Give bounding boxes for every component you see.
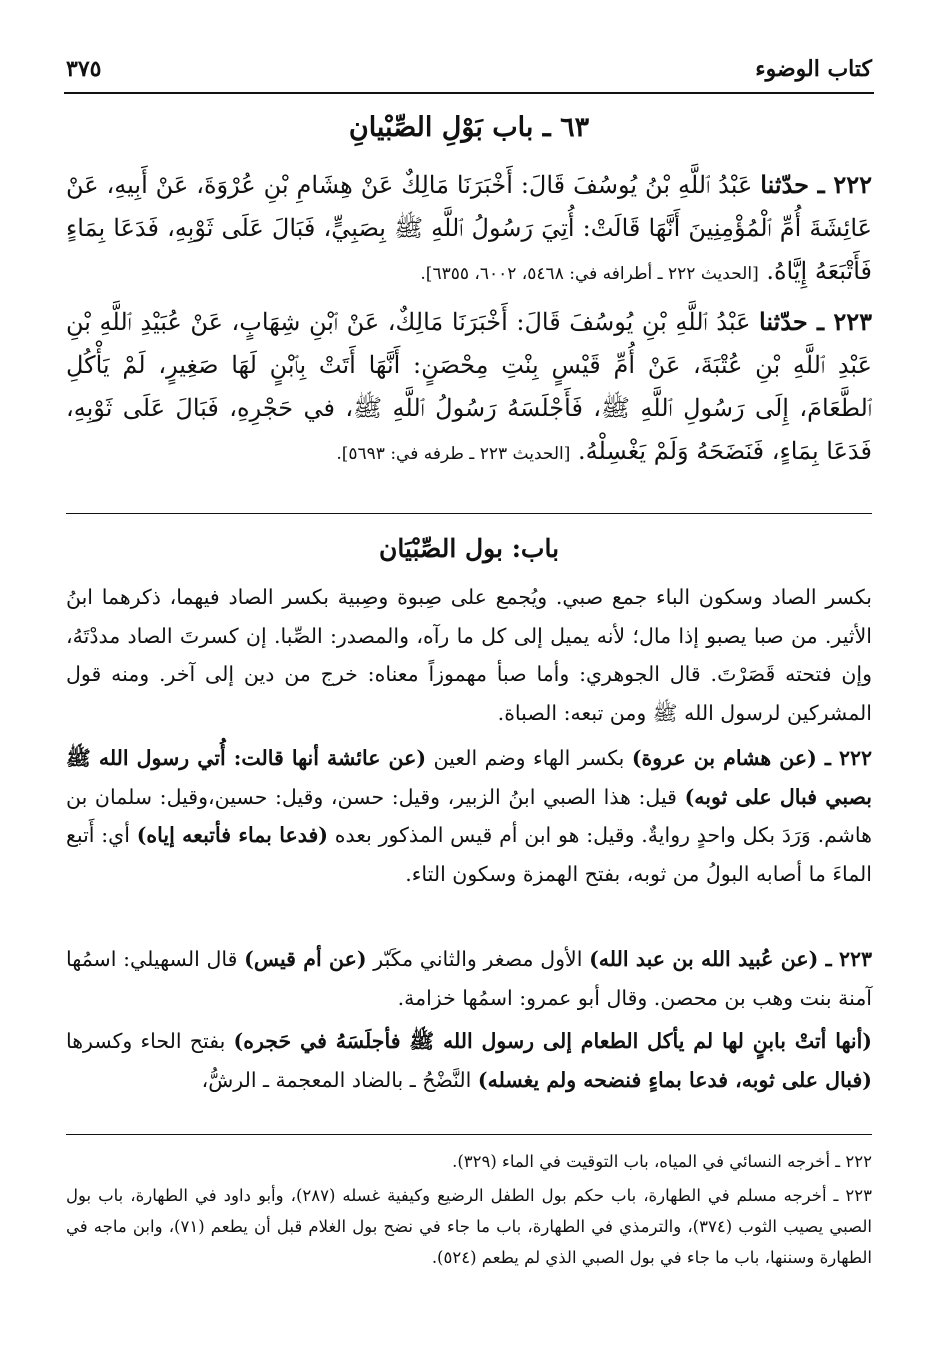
commentary-text: قيل: هذا الصبي ابنُ الزبير، وقيل: حسن، وقيل: حسين،وقيل: سلمان بن هاشم. وَرَدَ بكل واحدٍ روايةٌ. وقيل: هو ابن أم قيس المذكور بعده [66, 784, 872, 847]
bold-quote: (عن أم قيس) [244, 947, 367, 971]
commentary-paragraph-4 [66, 1022, 872, 1099]
commentary-text: قال السهيلي: اسمُها آمنة بنت وهب بن محصن. وقال أبو عمرو: اسمُها خزامة. [66, 947, 872, 1010]
hadith-reference: [الحديث ٢٢٢ ـ أطرافه في: ٥٤٦٨، ٦٠٠٢، ٦٣٥٥]. [420, 264, 759, 284]
hadith-text: عَبْدُ ٱللَّهِ بْنُ يُوسُفَ قَالَ: أَخْبَرَنَا مَالِكٌ عَنْ هِشَامِ بْنِ عُرْوَةَ، عَنْ أَبِيهِ، عَنْ عَائِشَةَ أُمِّ ٱلْمُؤْمِنِينَ أَنَّهَا قَالَتْ: أُتِيَ رَسُولُ ٱللَّهِ ﷺ بِصَبِيٍّ، فَبَالَ عَلَى ثَوْبِهِ، فَدَعَا بِمَاءٍ فَأَتْبَعَهُ إِيَّاهُ. [66, 171, 872, 285]
running-head [66, 48, 872, 88]
bold-quote: ٢٢٢ ـ (عن هشام بن عروة) [631, 746, 872, 770]
commentary-paragraph-1 [66, 578, 872, 732]
commentary-title: باب: بول الصِّبْيَان [378, 534, 560, 563]
section-divider [66, 513, 872, 514]
bold-quote: (فبال على ثوبه، فدعا بماءٍ فنضحه ولم يغسله) [477, 1067, 872, 1092]
hadith-number: ٢٢٢ ـ حدّثنا [760, 170, 872, 199]
bold-quote: ٢٢٣ ـ (عن عُبيد الله بن عبد الله) [589, 947, 872, 971]
hadith-222 [66, 163, 872, 296]
hadith-reference: [الحديث ٢٢٣ ـ طرفه في: ٥٦٩٣]. [336, 444, 571, 464]
commentary-paragraph-2 [66, 739, 872, 893]
commentary-text: الأول مصغر والثاني مكَبّر [366, 947, 590, 971]
header-rule [64, 92, 874, 94]
chapter-title: ٦٣ ـ باب بَوْلِ الصِّبْيانِ [348, 112, 590, 143]
footnote-222 [66, 1146, 872, 1177]
commentary-paragraph-3 [66, 940, 872, 1017]
commentary-text: بكسر الهاء وضم العين [426, 746, 632, 770]
page-number: ٣٧٥ [66, 56, 102, 82]
footnote-text: ٢٢٣ ـ أخرجه مسلم في الطهارة، باب حكم بول الطفل الرضيع وكيفية غسله (٢٨٧)، وأبو داود في الطهارة، باب بول الصبي يصيب الثوب (٣٧٤)، والترمذي في الطهارة، باب ما جاء في نضح بول الغلام قبل أن يطعم (٧١)، وابن ماجه في الطهارة وسننها، باب ما جاء في بول الصبي الذي لم يطعم (٥٢٤). [66, 1186, 873, 1267]
hadith-text: عَبْدُ ٱللَّهِ بْنِ يُوسُفَ قَالَ: أَخْبَرَنَا مَالِكٌ، عَنْ ٱبْنِ شِهَابٍ، عَنْ عُبَيْدِ ٱللَّهِ بْنِ عَبْدِ ٱللَّهِ بْنِ عُتْبَةَ، عَنْ أُمِّ قَيْسٍ بِنْتِ مِحْصَنٍ: أَنَّهَا أَتَتْ بِٱبْنٍ لَهَا صَغِيرٍ، لَمْ يَأْكُلِ ٱلطَّعَامَ، إِلَى رَسُولِ ٱللَّهِ ﷺ، فَأَجْلَسَهُ رَسُولُ ٱللَّهِ ﷺ، في حَجْرِهِ، فَبَالَ عَلَى ثَوْبِهِ، فَدَعَا بِمَاءٍ، فَنَضَحَهُ وَلَمْ يَغْسِلْهُ. [66, 308, 872, 465]
footnote-text: ٢٢٢ ـ أخرجه النسائي في المياه، باب التوقيت في الماء (٣٢٩). [452, 1152, 872, 1171]
commentary-text: النَّضْحُ ـ بالضاد المعجمة ـ الرشُّ، [201, 1067, 478, 1092]
bold-quote: (عن عائشة أنها قالت: أُتي رسول الله ﷺ بصبي فبال على ثوبه) [66, 746, 872, 809]
hadith-number: ٢٢٣ ـ حدّثنا [759, 307, 872, 336]
book-title: كتاب الوضوء [755, 56, 872, 82]
bold-quote: (أنها أتتْ بابنٍ لها لم يأكل الطعام إلى رسول الله ﷺ فأجلَسَهُ في حَجره) [233, 1029, 873, 1053]
commentary-text: بكسر الصاد وسكون الباء جمع صبي. ويُجمع على صِبوة وصِبية بكسر الصاد فيهما، ذكرهما ابنُ الأثير. من صبا يصبو إذا مال؛ لأنه يميل إلى كل ما رآه، والمصدر: الصِّبا. إن كسرتَ الصاد مددْتَهُ، وإن فتحته قَصَرْتَ. قال الجوهري: وأما صبأ مهموزاً معناه: خرج من دين إلى آخر. ومنه قول المشركين لرسول الله ﷺ ومن تبعه: الصباة. [66, 585, 872, 725]
bold-quote: (فدعا بماء فأتبعه إياه) [136, 823, 328, 847]
commentary-text: أي: أَتبع الماءَ ما أصابه البولُ من ثوبه، بفتح الهمزة وسكون التاء. [66, 823, 872, 886]
footnote-rule [66, 1134, 872, 1135]
commentary-text: بفتح الحاء وكسرها [66, 1029, 234, 1053]
hadith-223 [66, 300, 872, 476]
footnote-223 [66, 1180, 872, 1273]
